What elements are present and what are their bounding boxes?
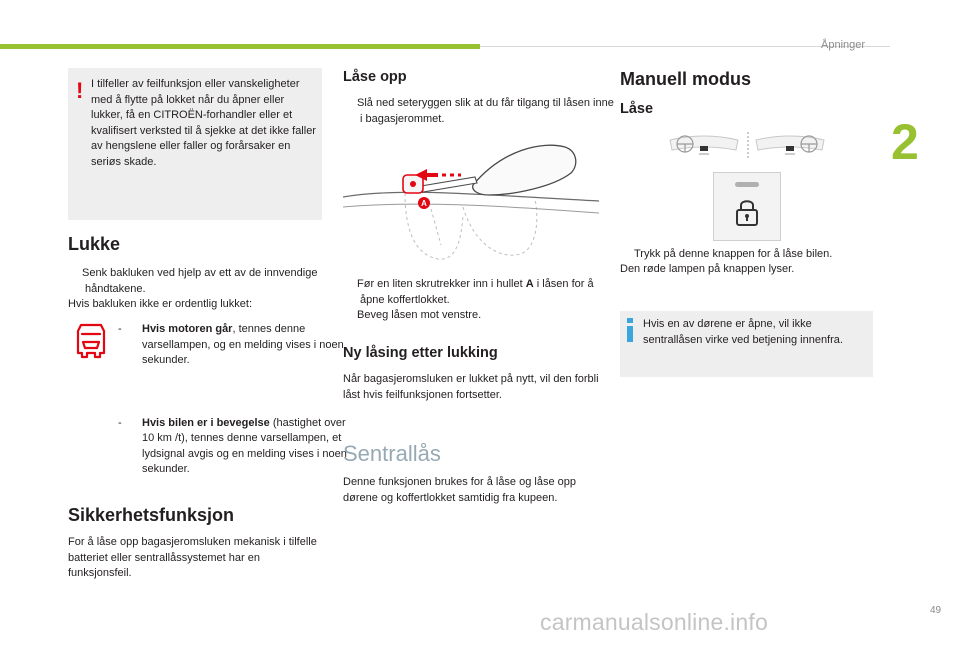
ny-laasing-title: Ny låsing etter lukking bbox=[343, 345, 498, 361]
sikkerhet-text: For å låse opp bagasjeromsluken mekanisk i tilfelle batteriet eller sentrallåssystemet har en funksjonsfeil. bbox=[68, 536, 317, 579]
open-boot-warning-icon bbox=[74, 322, 108, 362]
laase-opp-title: Låse opp bbox=[343, 69, 407, 85]
laase-opp-step-1: Slå ned seteryggen slik at du får tilgang til låsen inne i bagasjerommet. bbox=[357, 97, 614, 125]
laase-step: Trykk på denne knappen for å låse bilen. bbox=[634, 248, 833, 260]
watermark: carmanualsonline.info bbox=[540, 609, 768, 635]
header-accent-bar bbox=[0, 44, 480, 49]
sentrallaas-text: Denne funksjonen brukes for å låse og låse opp dørene og koffertlokket samtidig fra kupeen. bbox=[343, 476, 576, 504]
section-name: Åpninger bbox=[821, 39, 866, 51]
label-a: A bbox=[421, 199, 427, 208]
sentrallaas-title: Sentrallås bbox=[343, 441, 441, 466]
item-motor-running: - Hvis motoren går, tennes denne varsellampen, og en melding vises i noen sekunder. bbox=[118, 323, 344, 366]
item-vehicle-moving: - Hvis bilen er i bevegelse (hastighet over 10 km /t), tennes denne varsellampen, et lydsignal avgis og en melding vises i noen sekunder. bbox=[118, 416, 347, 475]
sikkerhet-title: Sikkerhetsfunksjon bbox=[68, 505, 235, 525]
warning-text: I tilfeller av feilfunksjon eller vanskeligheter med å flytte på lokket når du åpner eller lukker, få en CITROËN-forhandler eller et kvalifisert verksted til å sjekke at det ikke faller av hengslene eller faller og forårsaker en seriøs skade. bbox=[91, 78, 316, 168]
info-text: Hvis en av dørene er åpne, vil ikke sentrallåsen virke ved betjening innenfra. bbox=[643, 318, 843, 346]
lukke-title: Lukke bbox=[68, 234, 121, 254]
dashboard-location-icon bbox=[668, 130, 828, 160]
lukke-note: Hvis bakluken ikke er ordentlig lukket: bbox=[68, 298, 253, 310]
page-number: 49 bbox=[930, 605, 942, 616]
chapter-number: 2 bbox=[891, 114, 919, 170]
central-lock-button[interactable] bbox=[713, 172, 781, 241]
padlock-icon bbox=[735, 197, 759, 227]
screwdriver-lock-illustration bbox=[343, 135, 599, 263]
info-icon bbox=[627, 318, 633, 342]
lock-button-indicator-lamp bbox=[735, 182, 759, 187]
warning-exclamation-icon: ! bbox=[76, 78, 84, 103]
ny-laasing-text: Når bagasjeromsluken er lukket på nytt, vil den forbli låst hvis feilfunksjonen fortsetter. bbox=[343, 373, 599, 401]
laase-opp-step-3: Beveg låsen mot venstre. bbox=[357, 309, 482, 321]
lukke-step: Senk bakluken ved hjelp av ett av de innvendige håndtakene. bbox=[82, 267, 318, 295]
laase-opp-step-2: Før en liten skrutrekker inn i hullet A i låsen for å åpne koffertlokket. bbox=[357, 278, 594, 306]
manuell-modus-title: Manuell modus bbox=[620, 69, 752, 89]
laase-title: Låse bbox=[620, 101, 654, 117]
laase-step-note: Den røde lampen på knappen lyser. bbox=[620, 263, 795, 275]
